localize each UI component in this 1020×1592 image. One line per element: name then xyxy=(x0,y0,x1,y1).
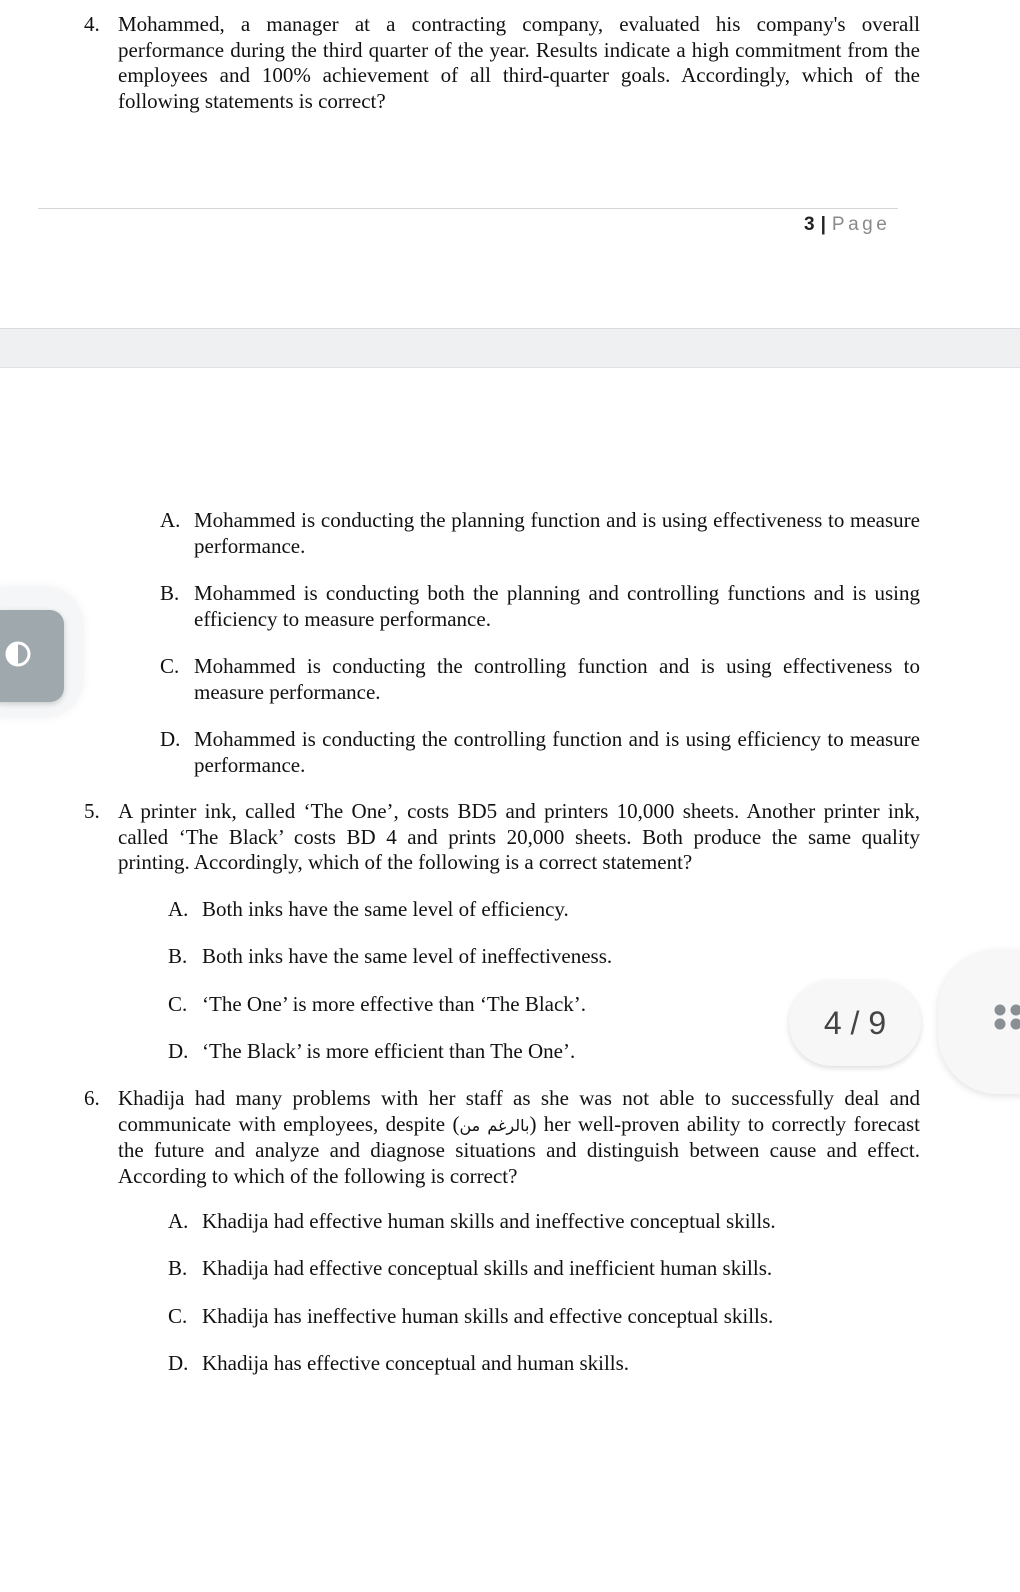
option-text: Khadija had effective human skills and ineffective conceptual skills. xyxy=(202,1209,776,1233)
option-letter: D. xyxy=(168,1351,189,1375)
q4-option-a xyxy=(160,508,920,559)
option-letter: C. xyxy=(168,1304,188,1328)
q4-option-d xyxy=(160,727,920,778)
option-text: ‘The One’ is more effective than ‘The Black’. xyxy=(202,992,587,1016)
option-text: Both inks have the same level of ineffectiveness. xyxy=(202,944,613,968)
q6-option-d xyxy=(168,1351,920,1377)
page-number: 3 xyxy=(804,214,815,235)
option-letter: C. xyxy=(160,654,180,678)
option-letter: B. xyxy=(168,944,188,968)
option-text: Mohammed is conducting the controlling function and is using effectiveness to measure performance. xyxy=(194,654,920,704)
option-text: Khadija has effective conceptual and human skills. xyxy=(202,1351,630,1375)
page-label: Page xyxy=(831,214,891,235)
question-number: 4. xyxy=(84,12,100,36)
page-gap xyxy=(0,328,1020,368)
q5-option-a xyxy=(168,897,920,923)
option-text: Khadija had effective conceptual skills and inefficient human skills. xyxy=(202,1256,773,1280)
page-footer xyxy=(804,212,890,238)
option-letter: B. xyxy=(160,581,180,605)
option-text: Mohammed is conducting the planning function and is using effectiveness to measure performance. xyxy=(194,508,920,558)
arabic-gloss: بالرغم من xyxy=(459,1115,530,1135)
option-letter: D. xyxy=(168,1039,189,1063)
grid-icon[interactable] xyxy=(994,1002,1020,1042)
question-text xyxy=(118,1086,920,1189)
footer-divider xyxy=(38,208,898,209)
question-4 xyxy=(84,12,920,114)
question-5 xyxy=(84,799,920,876)
option-letter: A. xyxy=(168,897,189,921)
question-6 xyxy=(84,1086,920,1189)
contrast-toggle-button[interactable] xyxy=(0,610,64,702)
q6-option-a xyxy=(168,1209,920,1235)
q4-option-c xyxy=(160,654,920,705)
q5-option-b xyxy=(168,944,920,970)
question-number: 5. xyxy=(84,799,100,823)
question-number: 6. xyxy=(84,1086,100,1110)
contrast-icon xyxy=(4,640,32,668)
page-number-separator: | xyxy=(820,214,826,235)
option-letter: C. xyxy=(168,992,188,1016)
q6-option-b xyxy=(168,1256,920,1282)
option-letter: A. xyxy=(168,1209,189,1233)
question-text-part-1: Khadija had many problems with her staff as she was not able to successfully deal and communicate with employees, despite ( xyxy=(118,1086,920,1136)
option-letter: A. xyxy=(160,508,181,532)
question-text-part-2: ) her well-proven ability to correctly forecast the future and analyze and diagnose situations and distinguish between cause and effect. According to which of the following is correct? xyxy=(118,1111,920,1188)
option-text: Mohammed is conducting both the planning and controlling functions and is using efficiency to measure performance. xyxy=(194,581,920,631)
option-text: Mohammed is conducting the controlling function and is using efficiency to measure performance. xyxy=(194,727,920,777)
option-letter: B. xyxy=(168,1256,188,1280)
option-text: Khadija has ineffective human skills and effective conceptual skills. xyxy=(202,1304,774,1328)
option-text: ‘The Black’ is more efficient than The One’. xyxy=(202,1039,576,1063)
page-indicator: 4 / 9 xyxy=(789,980,921,1066)
question-text: A printer ink, called ‘The One’, costs BD5 and printers 10,000 sheets. Another printer ink, called ‘The Black’ costs BD 4 and prints 20,000 sheets. Both produce the same quality printing. Accordingly, which of the following is a correct statement? xyxy=(118,799,920,875)
q6-option-c xyxy=(168,1304,920,1330)
option-text: Both inks have the same level of efficiency. xyxy=(202,897,569,921)
document-page-3 xyxy=(0,0,1020,328)
option-letter: D. xyxy=(160,727,181,751)
q4-option-b xyxy=(160,581,920,632)
question-text: Mohammed, a manager at a contracting company, evaluated his company's overall performance during the third quarter of the year. Results indicate a high commitment from the employees and 100% achievement of all third-quarter goals. Accordingly, which of the following statements is correct? xyxy=(118,12,920,113)
